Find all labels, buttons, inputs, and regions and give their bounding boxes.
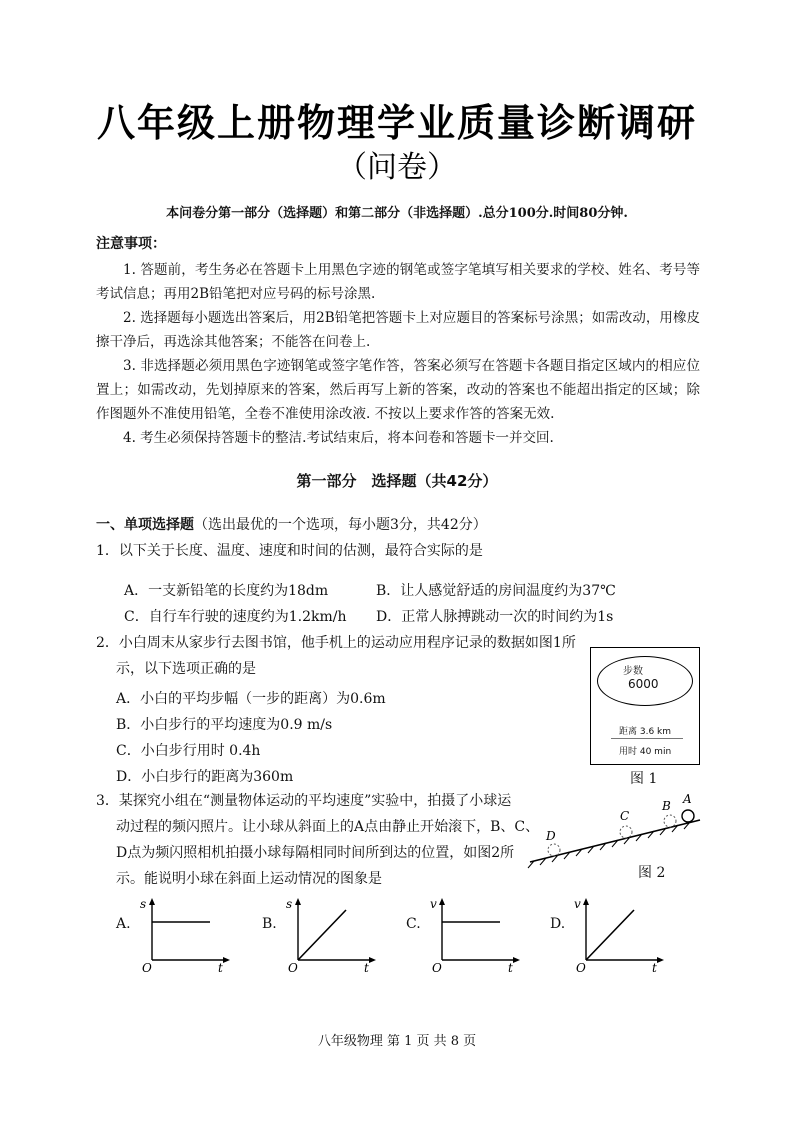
duration-value: 用时 40 min: [619, 747, 672, 757]
q3-graph-c: [428, 896, 524, 974]
graph-b-origin: O: [288, 961, 298, 974]
q1-option-a: A．一支新铅笔的长度约为18dm: [124, 583, 329, 599]
notice-item: 4. 考生必须保持答题卡的整洁.考试结束后，将本问卷和答题卡一并交回.: [123, 430, 554, 446]
q3-line2: 动过程的频闪照片。让小球从斜面上的A点由静止开始滚下，B、C、: [116, 819, 540, 835]
q2-stem-line2: 示，以下选项正确的是: [116, 661, 256, 677]
graph-c-x-label: t: [508, 961, 513, 974]
point-label-a: A: [683, 792, 692, 806]
graph-a-x-label: t: [218, 961, 223, 974]
q3-graph-b: [284, 896, 380, 974]
q3-option-c-label: C.: [406, 916, 421, 932]
q3-graph-d: [572, 896, 668, 974]
steps-label: 步数: [623, 666, 643, 677]
q3-line4: 示。能说明小球在斜面上运动情况的图象是: [116, 871, 382, 887]
q1-option-c: C．自行车行驶的速度约为1.2km/h: [124, 609, 347, 625]
page-subtitle: （问卷）: [337, 150, 457, 185]
graph-d-origin: O: [576, 961, 586, 974]
page-title: 八年级上册物理学业质量诊断调研: [96, 101, 697, 145]
figure-1-caption: 图 1: [630, 771, 658, 787]
q3-option-b-label: B.: [262, 916, 277, 932]
figure-2-incline: [520, 790, 710, 870]
q2-option-c: C．小白步行用时 0.4h: [116, 743, 261, 759]
q1-option-b: B．让人感觉舒适的房间温度约为37℃: [376, 583, 616, 599]
q3-option-d-label: D.: [550, 916, 566, 932]
graph-d-y-label: v: [574, 897, 581, 911]
graph-a-origin: O: [142, 961, 152, 974]
q1-option-d: D．正常人脉搏跳动一次的时间约为1s: [376, 609, 614, 625]
q3-line3: D点为频闪照相机拍摄小球每隔相同时间所到达的位置，如图2所: [116, 845, 515, 861]
ball-a: [682, 810, 694, 822]
section-note: （选出最优的一个选项，每小题3分，共42分）: [194, 517, 487, 533]
graph-b-x-label: t: [364, 961, 369, 974]
steps-value: 6000: [628, 677, 659, 691]
q1-stem: 1．以下关于长度、温度、速度和时间的估测，最符合实际的是: [96, 543, 483, 559]
graph-b-y-label: s: [286, 897, 293, 911]
q3-option-a-label: A.: [116, 916, 131, 932]
part1-heading: 第一部分 选择题（共42分）: [296, 472, 498, 490]
graph-c-y-label: v: [430, 897, 437, 911]
section-label: 一、单项选择题: [96, 517, 194, 533]
graph-d-x-label: t: [652, 961, 657, 974]
exam-intro: 本问卷分第一部分（选择题）和第二部分（非选择题）.总分100分.时间80分钟.: [166, 206, 628, 221]
q2-option-b: B．小白步行的平均速度为0.9 m/s: [116, 717, 333, 733]
q2-option-d: D．小白步行的距离为360m: [116, 769, 294, 785]
divider: [611, 738, 683, 739]
point-label-c: C: [620, 809, 630, 823]
q2-option-a: A．小白的平均步幅（一步的距离）为0.6m: [116, 691, 386, 707]
notice-item: 3. 非选择题必须用黑色字迹钢笔或签字笔作答，答案必须写在答题卡各题目指定区域内的相应位置上；如需改动，先划掉原来的答案，然后再写上新的答案，改动的答案也不能超出指定的区域；除作图题外不准使用铅笔，全卷不准使用涂改液. 不按以上要求作答的答案无效.: [96, 358, 700, 422]
q3-line1: 3．某探究小组在“测量物体运动的平均速度”实验中，拍摄了小球运: [96, 793, 512, 809]
graph-d-line: [586, 910, 634, 960]
notice-item: 2. 选择题每小题选出答案后，用2B铅笔把答题卡上对应题目的答案标号涂黑；如需改动，用橡皮擦干净后，再选涂其他答案；不能答在问卷上.: [96, 310, 700, 350]
figure-2-caption: 图 2: [638, 865, 666, 881]
ball-c: [620, 826, 632, 838]
notice-item: 1. 答题前，考生务必在答题卡上用黑色字迹的钢笔或签字笔填写相关要求的学校、姓名、考号等考试信息；再用2B铅笔把对应号码的标号涂黑.: [96, 262, 700, 302]
ball-d: [548, 844, 560, 856]
graph-b-line: [298, 910, 346, 960]
notice-heading: 注意事项：: [96, 236, 166, 252]
section-heading: [96, 514, 487, 534]
point-label-b: B: [662, 799, 671, 813]
distance-value: 距离 3.6 km: [619, 727, 672, 737]
q2-stem-line1: 2．小白周末从家步行去图书馆，他手机上的运动应用程序记录的数据如图1所: [96, 635, 576, 651]
graph-c-origin: O: [432, 961, 442, 974]
q3-graph-a: [138, 896, 234, 974]
graph-a-y-label: s: [140, 897, 147, 911]
page-footer: 八年级物理 第 1 页 共 8 页: [317, 1034, 477, 1049]
ball-b: [664, 815, 676, 827]
point-label-d: D: [546, 829, 556, 843]
figure-1-phone-stats: [590, 647, 700, 765]
notice-list: [96, 258, 700, 450]
